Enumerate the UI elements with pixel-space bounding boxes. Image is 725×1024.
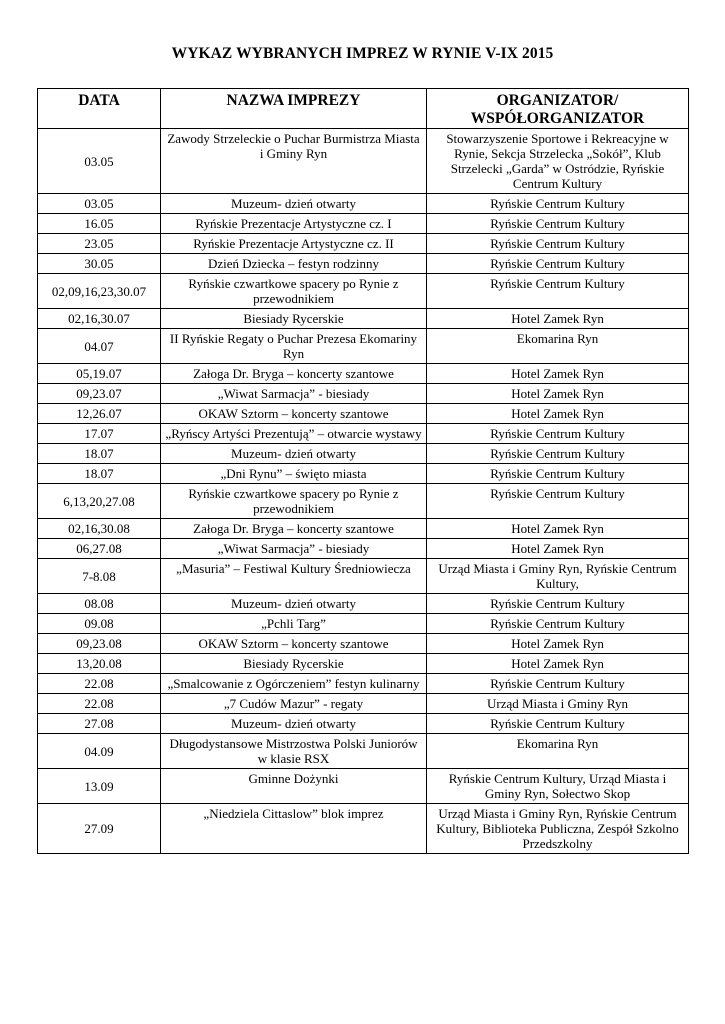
event-organizer: Ryńskie Centrum Kultury [427, 254, 689, 274]
event-name: „Wiwat Sarmacja” - biesiady [161, 539, 427, 559]
event-date: 13,20.08 [38, 654, 161, 674]
event-organizer: Hotel Zamek Ryn [427, 539, 689, 559]
event-name: „Wiwat Sarmacja” - biesiady [161, 384, 427, 404]
event-name: OKAW Sztorm – koncerty szantowe [161, 634, 427, 654]
event-date: 16.05 [38, 214, 161, 234]
table-row [38, 594, 689, 614]
event-date: 23.05 [38, 234, 161, 254]
event-name: Ryńskie Prezentacje Artystyczne cz. II [161, 234, 427, 254]
events-table [37, 88, 689, 854]
event-organizer: Ryńskie Centrum Kultury [427, 674, 689, 694]
event-date: 03.05 [38, 194, 161, 214]
table-header-row [38, 89, 689, 129]
event-date: 02,16,30.07 [38, 309, 161, 329]
event-organizer: Urząd Miasta i Gminy Ryn, Ryńskie Centrum Kultury, [427, 559, 689, 594]
column-header-organizer: ORGANIZATOR/ WSPÓŁORGANIZATOR [427, 89, 689, 129]
event-organizer: Stowarzyszenie Sportowe i Rekreacyjne w Rynie, Sekcja Strzelecka „Sokół”, Klub Strzelecki „Garda” w Ostródzie, Ryńskie Centrum Kultury [427, 129, 689, 194]
event-organizer: Ryńskie Centrum Kultury [427, 234, 689, 254]
event-organizer: Ryńskie Centrum Kultury [427, 194, 689, 214]
table-row [38, 309, 689, 329]
event-organizer: Hotel Zamek Ryn [427, 654, 689, 674]
event-date: 12,26.07 [38, 404, 161, 424]
table-row [38, 654, 689, 674]
event-date: 17.07 [38, 424, 161, 444]
event-name: Ryńskie Prezentacje Artystyczne cz. I [161, 214, 427, 234]
event-name: Ryńskie czwartkowe spacery po Rynie z przewodnikiem [161, 274, 427, 309]
event-organizer: Hotel Zamek Ryn [427, 404, 689, 424]
event-date: 13.09 [38, 769, 161, 804]
table-row [38, 769, 689, 804]
event-name: „Masuria” – Festiwal Kultury Średniowiecza [161, 559, 427, 594]
event-organizer: Hotel Zamek Ryn [427, 364, 689, 384]
event-date: 02,16,30.08 [38, 519, 161, 539]
table-row [38, 364, 689, 384]
event-date: 27.09 [38, 804, 161, 854]
table-row [38, 424, 689, 444]
event-name: Długodystansowe Mistrzostwa Polski Juniorów w klasie RSX [161, 734, 427, 769]
table-row [38, 614, 689, 634]
event-date: 04.09 [38, 734, 161, 769]
event-date: 27.08 [38, 714, 161, 734]
table-row [38, 674, 689, 694]
event-name: Dzień Dziecka – festyn rodzinny [161, 254, 427, 274]
event-date: 08.08 [38, 594, 161, 614]
event-date: 05,19.07 [38, 364, 161, 384]
event-organizer: Urząd Miasta i Gminy Ryn [427, 694, 689, 714]
table-row [38, 254, 689, 274]
event-date: 06,27.08 [38, 539, 161, 559]
event-organizer: Urząd Miasta i Gminy Ryn, Ryńskie Centrum Kultury, Biblioteka Publiczna, Zespół Szkolno Przedszkolny [427, 804, 689, 854]
event-date: 09.08 [38, 614, 161, 634]
event-name: „7 Cudów Mazur” - regaty [161, 694, 427, 714]
table-row [38, 464, 689, 484]
event-name: Załoga Dr. Bryga – koncerty szantowe [161, 364, 427, 384]
table-row [38, 404, 689, 424]
column-header-date: DATA [38, 89, 161, 129]
event-date: 6,13,20,27.08 [38, 484, 161, 519]
event-organizer: Ryńskie Centrum Kultury [427, 444, 689, 464]
table-row [38, 634, 689, 654]
event-organizer: Ryńskie Centrum Kultury [427, 614, 689, 634]
table-row [38, 694, 689, 714]
event-name: „Niedziela Cittaslow” blok imprez [161, 804, 427, 854]
event-organizer: Ekomarina Ryn [427, 734, 689, 769]
event-organizer: Hotel Zamek Ryn [427, 384, 689, 404]
table-row [38, 714, 689, 734]
event-name: „Smalcowanie z Ogórczeniem” festyn kulinarny [161, 674, 427, 694]
table-row [38, 539, 689, 559]
event-name: Muzeum- dzień otwarty [161, 714, 427, 734]
table-row [38, 329, 689, 364]
table-row [38, 734, 689, 769]
event-organizer: Ekomarina Ryn [427, 329, 689, 364]
table-row [38, 484, 689, 519]
event-organizer: Ryńskie Centrum Kultury [427, 214, 689, 234]
event-date: 09,23.07 [38, 384, 161, 404]
event-organizer: Ryńskie Centrum Kultury [427, 274, 689, 309]
page-title: WYKAZ WYBRANYCH IMPREZ W RYNIE V-IX 2015 [171, 45, 554, 62]
event-date: 30.05 [38, 254, 161, 274]
event-date: 04.07 [38, 329, 161, 364]
table-row [38, 519, 689, 539]
event-date: 7-8.08 [38, 559, 161, 594]
event-name: „Dni Rynu” – święto miasta [161, 464, 427, 484]
event-organizer: Ryńskie Centrum Kultury [427, 714, 689, 734]
event-name: Ryńskie czwartkowe spacery po Rynie z przewodnikiem [161, 484, 427, 519]
event-name: Muzeum- dzień otwarty [161, 444, 427, 464]
event-organizer: Ryńskie Centrum Kultury [427, 484, 689, 519]
event-name: Załoga Dr. Bryga – koncerty szantowe [161, 519, 427, 539]
event-name: II Ryńskie Regaty o Puchar Prezesa Ekomariny Ryn [161, 329, 427, 364]
event-name: Zawody Strzeleckie o Puchar Burmistrza Miasta i Gminy Ryn [161, 129, 427, 194]
event-date: 03.05 [38, 129, 161, 194]
event-name: Gminne Dożynki [161, 769, 427, 804]
event-date: 18.07 [38, 464, 161, 484]
event-name: Muzeum- dzień otwarty [161, 594, 427, 614]
event-name: „Pchli Targ” [161, 614, 427, 634]
event-organizer: Hotel Zamek Ryn [427, 309, 689, 329]
table-row [38, 559, 689, 594]
table-row [38, 234, 689, 254]
event-organizer: Hotel Zamek Ryn [427, 519, 689, 539]
event-date: 18.07 [38, 444, 161, 464]
table-row [38, 384, 689, 404]
event-date: 22.08 [38, 694, 161, 714]
table-body [38, 129, 689, 854]
table-row [38, 129, 689, 194]
event-date: 09,23.08 [38, 634, 161, 654]
table-row [38, 194, 689, 214]
event-organizer: Ryńskie Centrum Kultury, Urząd Miasta i Gminy Ryn, Sołectwo Skop [427, 769, 689, 804]
column-header-name: NAZWA IMPREZY [161, 89, 427, 129]
event-name: Muzeum- dzień otwarty [161, 194, 427, 214]
table-row [38, 274, 689, 309]
event-name: Biesiady Rycerskie [161, 309, 427, 329]
event-date: 02,09,16,23,30.07 [38, 274, 161, 309]
event-name: „Ryńscy Artyści Prezentują” – otwarcie wystawy [161, 424, 427, 444]
event-organizer: Ryńskie Centrum Kultury [427, 594, 689, 614]
table-row [38, 444, 689, 464]
event-organizer: Hotel Zamek Ryn [427, 634, 689, 654]
event-date: 22.08 [38, 674, 161, 694]
event-name: OKAW Sztorm – koncerty szantowe [161, 404, 427, 424]
table-row [38, 214, 689, 234]
event-organizer: Ryńskie Centrum Kultury [427, 464, 689, 484]
table-row [38, 804, 689, 854]
event-name: Biesiady Rycerskie [161, 654, 427, 674]
event-organizer: Ryńskie Centrum Kultury [427, 424, 689, 444]
